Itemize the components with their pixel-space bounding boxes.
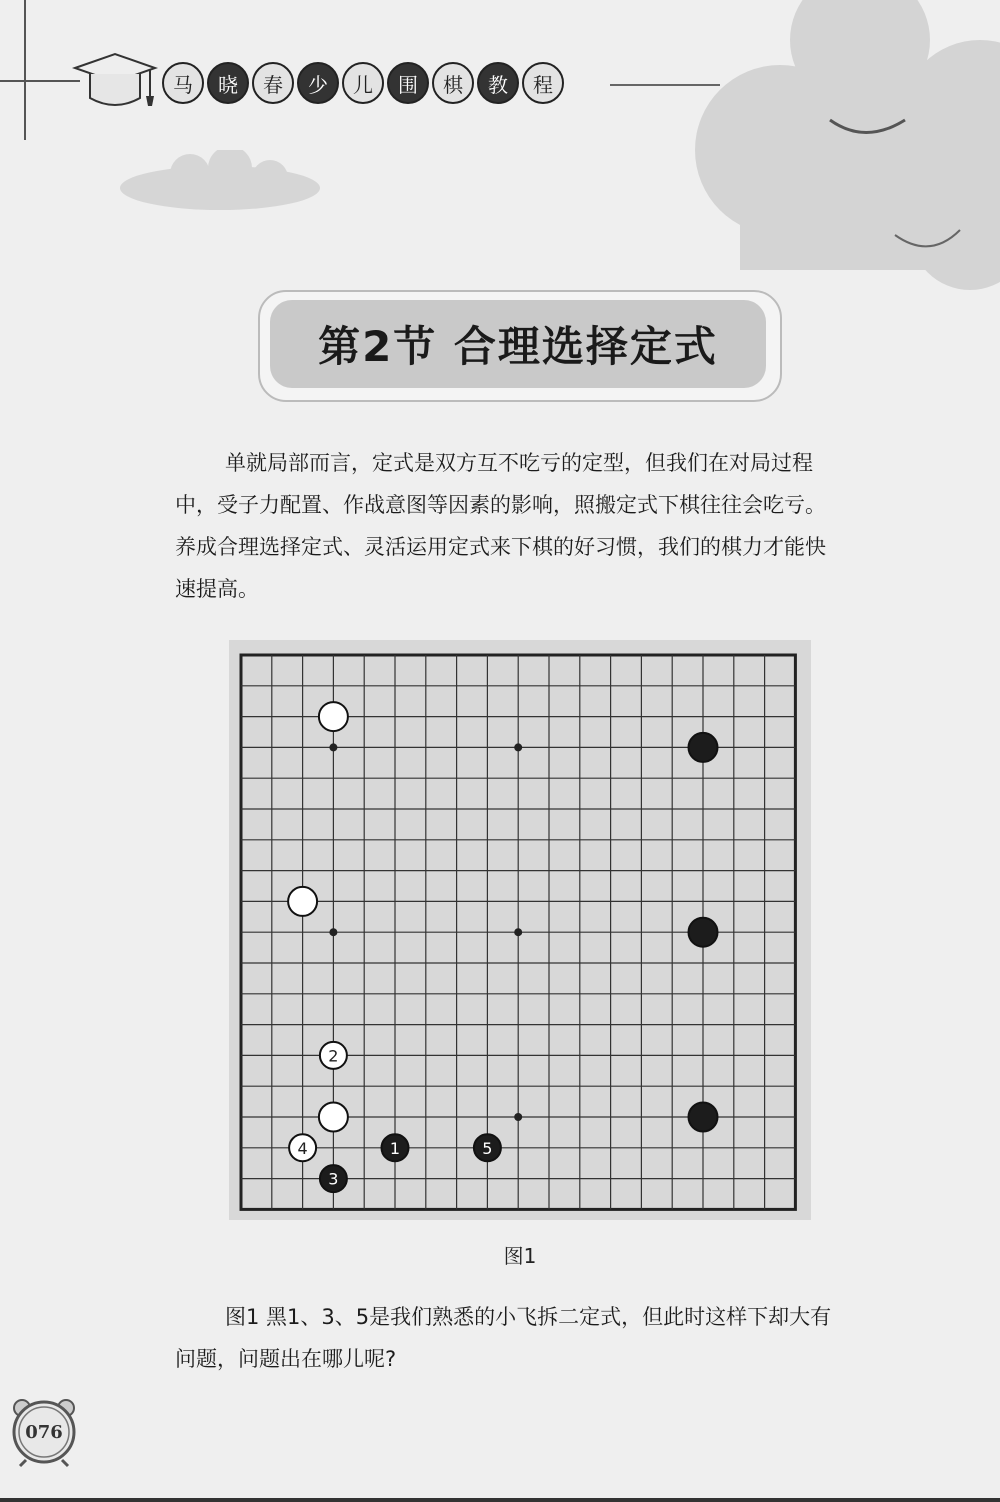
black-stone (320, 1165, 347, 1192)
stone-move-number: 3 (328, 1169, 339, 1189)
black-stone (689, 733, 718, 762)
margin-vertical-rule (24, 0, 26, 140)
series-title-char: 马 (162, 62, 204, 104)
series-title-char: 春 (252, 62, 294, 104)
white-stone (319, 1103, 348, 1132)
white-stone (288, 887, 317, 916)
margin-horizontal-rule (0, 80, 80, 82)
star-point (514, 928, 522, 936)
header-rule (610, 84, 720, 86)
stone-move-number: 5 (482, 1138, 493, 1158)
black-stone (689, 1103, 718, 1132)
series-title-char: 晓 (207, 62, 249, 104)
section-title-banner (258, 290, 782, 402)
series-title-char: 少 (297, 62, 339, 104)
star-point (329, 743, 337, 751)
black-stone (689, 918, 718, 947)
star-point (514, 743, 522, 751)
black-stone (382, 1134, 409, 1161)
white-stone (320, 1042, 347, 1069)
figure-description: 图1 黑1、3、5是我们熟悉的小飞拆二定式，但此时这样下却大有问题，问题出在哪儿呢? (175, 1305, 832, 1371)
star-point (329, 928, 337, 936)
series-title-char: 围 (387, 62, 429, 104)
stone-move-number: 2 (328, 1046, 339, 1066)
cloud-decoration-small (120, 150, 320, 210)
series-title-char: 教 (477, 62, 519, 104)
white-stone (319, 702, 348, 731)
series-title-char: 儿 (342, 62, 384, 104)
page-number-badge (8, 1396, 80, 1468)
series-title-char: 程 (522, 62, 564, 104)
stone-move-number: 1 (389, 1138, 401, 1158)
stone-move-number: 4 (297, 1138, 308, 1158)
series-title-char: 棋 (432, 62, 474, 104)
graduation-cap-icon (70, 50, 160, 120)
star-point (514, 1113, 522, 1121)
cloud-decoration-large (680, 0, 1000, 300)
black-stone (474, 1134, 501, 1161)
page-number: 076 (25, 1421, 63, 1443)
go-board (229, 640, 811, 1220)
series-title (162, 62, 564, 104)
white-stone (289, 1134, 316, 1161)
figure-1-board-frame (229, 640, 811, 1220)
figure-caption: 图1 (503, 1244, 537, 1268)
intro-paragraph: 单就局部而言，定式是双方互不吃亏的定型，但我们在对局过程中，受子力配置、作战意图等因素的影响，照搬定式下棋往往会吃亏。养成合理选择定式、灵活运用定式来下棋的好习惯，我们的棋力才能快速提高。 (175, 451, 826, 601)
page-bottom-edge (0, 1498, 1000, 1502)
section-title: 第2节 合理选择定式 (318, 322, 718, 371)
